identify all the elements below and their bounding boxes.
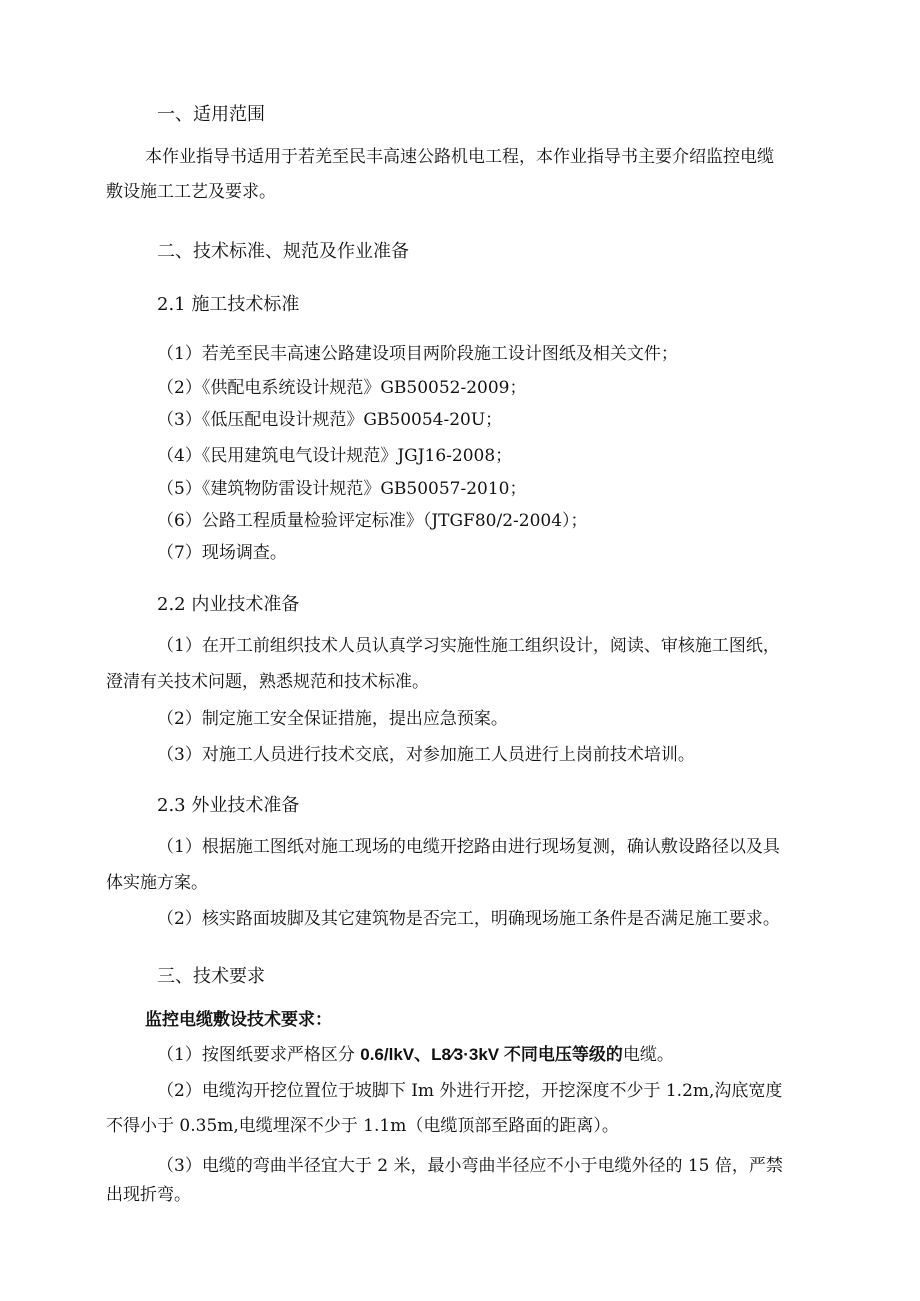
section-1-paragraph-line-1: 本作业指导书适用于若羌至民丰高速公路机电工程，本作业指导书主要介绍监控电缆	[145, 147, 774, 167]
tech-requirement-item-2-line-2: 不得小于 0.35m,电缆埋深不少于 1.1m（电缆顶部至路面的距离）。	[106, 1116, 619, 1136]
internal-prep-item-2: （2）制定施工安全保证措施，提出应急预案。	[157, 709, 508, 729]
standard-list-item: （7）现场调查。	[157, 543, 287, 563]
tech-requirement-item-2-line-1: （2）电缆沟开挖位置位于坡脚下 Im 外进行开挖，开挖深度不少于 1.2m,沟底宽度	[157, 1081, 783, 1101]
standard-list-item: （5）《建筑物防雷设计规范》GB50057-2010；	[157, 479, 527, 499]
tech-requirement-item-1-suffix: 电缆。	[622, 1045, 674, 1065]
tech-requirement-item-1-prefix: （1）按图纸要求严格区分	[157, 1045, 361, 1065]
tech-requirement-item-3-line-2: 出现折弯。	[106, 1185, 191, 1205]
section-2-3-heading: 2.3 外业技术准备	[157, 795, 300, 816]
section-2-1-heading: 2.1 施工技术标准	[157, 294, 300, 315]
section-2-2-heading: 2.2 内业技术准备	[157, 594, 300, 615]
tech-requirement-item-1-voltage-levels: 0.6/lkV、L8∕3·3kV 不同电压等级的	[360, 1045, 623, 1064]
standard-list-item: （2）《供配电系统设计规范》GB50052-2009；	[157, 378, 527, 398]
section-2-heading: 二、技术标准、规范及作业准备	[157, 241, 409, 262]
internal-prep-item-3: （3）对施工人员进行技术交底，对参加施工人员进行上岗前技术培训。	[157, 745, 695, 765]
internal-prep-item-1-line-2: 澄清有关技术问题，熟悉规范和技术标准。	[106, 672, 429, 692]
external-prep-item-1-line-1: （1）根据施工图纸对施工现场的电缆开挖路由进行现场复测，确认敷设路径以及具	[157, 837, 780, 857]
standard-list-item: （1）若羌至民丰高速公路建设项目两阶段施工设计图纸及相关文件；	[157, 344, 678, 364]
section-3-subheading: 监控电缆敷设技术要求：	[145, 1010, 332, 1030]
standard-list-item: （4）《民用建筑电气设计规范》JGJ16-2008；	[157, 446, 513, 466]
tech-requirement-item-1	[157, 1044, 674, 1066]
standard-list-item: （3）《低压配电设计规范》GB50054-20U；	[157, 410, 503, 430]
section-1-paragraph-line-2: 敷设施工工艺及要求。	[106, 182, 276, 202]
internal-prep-item-1-line-1: （1）在开工前组织技术人员认真学习实施性施工组织设计，阅读、审核施工图纸，	[157, 636, 780, 656]
tech-requirement-item-3-line-1: （3）电缆的弯曲半径宜大于 2 米，最小弯曲半径应不小于电缆外径的 15 倍，严禁	[157, 1156, 783, 1176]
section-3-heading: 三、技术要求	[157, 966, 265, 987]
section-1-heading: 一、适用范围	[157, 104, 265, 125]
external-prep-item-2: （2）核实路面坡脚及其它建筑物是否完工，明确现场施工条件是否满足施工要求。	[157, 909, 780, 929]
standard-list-item: （6）公路工程质量检验评定标准》（JTGF80/2-2004）；	[157, 511, 588, 531]
external-prep-item-1-line-2: 体实施方案。	[106, 873, 208, 893]
